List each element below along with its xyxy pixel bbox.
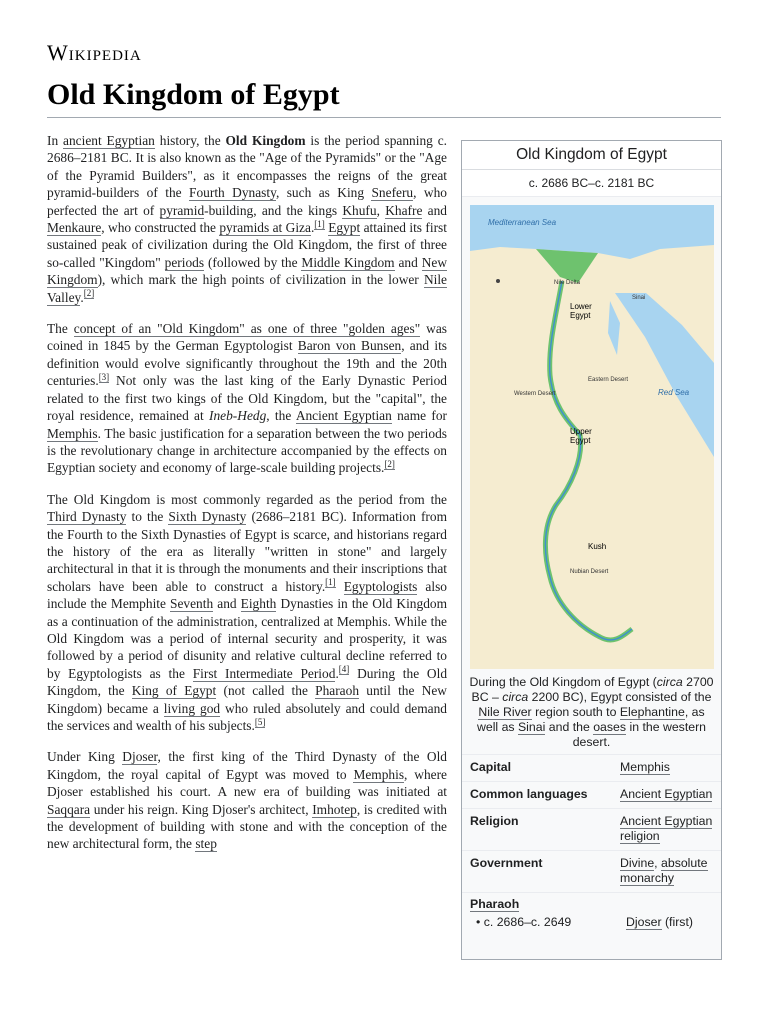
link-djoser[interactable]: Djoser (122, 749, 158, 765)
text: was coined in 1845 by the German Egyptologist (47, 321, 447, 354)
map-label-nubian-desert: Nubian Desert (570, 569, 609, 575)
link-ancient-egyptian-2[interactable]: Ancient Egyptian (295, 408, 392, 424)
infobox-row-capital (462, 754, 721, 781)
map-caption (462, 669, 721, 754)
italic-ineb-hedg: Ineb-Hedg (209, 408, 267, 424)
text: (first) (661, 915, 693, 929)
row-label: Government (470, 856, 543, 870)
text: (not called the (216, 683, 316, 699)
text: (followed by the (204, 254, 302, 270)
text: and (422, 202, 447, 218)
text: Not only was the last king of the Early Dynastic Period related to the first two kings of the Old Kingdom, but the "capital", the royal residence, remained at (47, 373, 447, 424)
paragraph-concept (47, 320, 447, 477)
link-pharaoh[interactable]: Pharaoh (315, 683, 360, 699)
link-middle-kingdom[interactable]: Middle Kingdom (301, 254, 395, 270)
link-fourth-dynasty[interactable]: Fourth Dynasty (189, 185, 276, 201)
infobox (461, 140, 722, 960)
citation-4[interactable]: [4] (338, 664, 350, 675)
text: Dynasties in the Old Kingdom as a continuation of the administration, centralized at Memphis. While the Old Kingdom was a period of internal security and prosperity, it was followed by a period of disunity and relative cultural decline referred to by Egyptologists as the (47, 596, 447, 681)
link-seventh[interactable]: Seventh (170, 596, 214, 612)
map-land (470, 205, 714, 669)
text: and the (545, 720, 594, 734)
text: , who perfected the art of (47, 185, 447, 218)
text: under his reign. King Djoser's architect, (90, 801, 313, 817)
link-new-kingdom[interactable]: New Kingdom (47, 254, 447, 288)
link-egyptian-religion[interactable]: Ancient Egyptian religion (620, 814, 713, 843)
map-label-sinai: Sinai (632, 295, 646, 301)
link-khafre[interactable]: Khafre (385, 202, 423, 218)
text: 2200 BC), Egypt consisted of the (528, 690, 712, 704)
infobox-row-languages (462, 781, 721, 808)
compass-icon (496, 279, 500, 283)
link-oases[interactable]: oases (593, 720, 627, 734)
map-label-lower-egypt-2: Egypt (570, 311, 591, 320)
text: region south to (531, 705, 620, 719)
citation-2b[interactable]: [2] (384, 458, 395, 469)
row-value (620, 787, 713, 802)
link-first-intermediate-period[interactable]: First Intermediate Period (192, 665, 336, 681)
text: attained its first sustained peak of civilization during the Old Kingdom, the first of three so-called "Kingdom" (47, 220, 447, 270)
text-italic: circa (656, 675, 683, 689)
link-nile-river[interactable]: Nile River (478, 705, 532, 719)
text: who ruled absolutely and could demand the services and wealth of his subjects. (47, 700, 447, 733)
text: , such as King (275, 185, 372, 201)
row-value (620, 814, 713, 844)
text: history, the (154, 133, 226, 148)
text: (2686–2181 BC). Information from the Fourth to the Sixth Dynasties of Egypt is scarce, and historians regard the history of the era as literally "written in stone" and largely architectural in that it is through the monuments and their inscriptions that scholars have been able to construct a history. (47, 509, 448, 594)
page-title: Old Kingdom of Egypt (47, 78, 340, 111)
map-label-nile-delta: Nile Delta (554, 280, 581, 286)
ruler-date: • c. 2686–c. 2649 (470, 915, 626, 929)
link-imhotep[interactable]: Imhotep (312, 801, 357, 817)
text: , as well as (476, 705, 705, 734)
link-ancient-egyptian-language[interactable]: Ancient Egyptian (620, 787, 713, 801)
link-egyptologists[interactable]: Egyptologists (343, 578, 418, 594)
infobox-section-pharaoh (462, 892, 721, 913)
row-label: Common languages (470, 787, 588, 801)
citation-1b[interactable]: [1] (325, 577, 336, 588)
citation-3[interactable]: [3] (98, 371, 110, 382)
link-pharaoh-header[interactable]: Pharaoh (470, 897, 520, 911)
ruler-name (626, 915, 693, 929)
text: The (47, 321, 74, 337)
map-label-eastern-desert: Eastern Desert (588, 377, 629, 383)
text: , and its definition would evolve significantly throughout the 19th and the 20th centuries. (47, 338, 447, 389)
text: and (394, 254, 422, 270)
map-label-red-sea: Red Sea (658, 388, 690, 397)
text: , who constructed the (101, 220, 220, 236)
paragraph-intro (47, 132, 447, 306)
link-sinai[interactable]: Sinai (517, 720, 546, 734)
text: is the period spanning c. 2686–2181 BC. It is also known as the "Age of the Pyramids" or the "Age of the Pyramid Builders", as it encompasses the reigns of the great pyramid-builders of the (47, 133, 447, 201)
link-king-of-egypt[interactable]: King of Egypt (131, 683, 217, 699)
row-value (620, 856, 713, 886)
text: The Old Kingdom is most commonly regarded as the period from the (47, 491, 447, 507)
text: until the New Kingdom) became a (47, 683, 447, 716)
text (336, 579, 344, 594)
infobox-row-pharaoh (462, 913, 721, 933)
link-pyramids-at-giza[interactable]: pyramids at Giza (219, 220, 311, 236)
text: ), which mark the high points of civilization in the lower (97, 272, 424, 288)
text: , the first king of the Third Dynasty of the Old Kingdom, the royal capital of Egypt was moved to (47, 749, 447, 782)
text: During the Old Kingdom of Egypt ( (469, 675, 657, 689)
link-memphis-2[interactable]: Memphis (353, 766, 405, 782)
map-label-upper-egypt-2: Egypt (570, 436, 591, 445)
link-memphis[interactable]: Memphis (47, 425, 98, 441)
map-label-upper-egypt: Upper (570, 427, 592, 436)
citation-2[interactable]: [2] (83, 288, 95, 299)
link-khufu[interactable]: Khufu (342, 202, 377, 218)
infobox-row-religion (462, 808, 721, 850)
link-elephantine[interactable]: Elephantine (619, 705, 685, 719)
text: to the (126, 509, 169, 525)
link-sixth-dynasty[interactable]: Sixth Dynasty (168, 509, 247, 525)
row-label: Capital (470, 760, 511, 774)
title-divider (47, 117, 721, 118)
link-capital-memphis[interactable]: Memphis (620, 760, 670, 774)
link-nile-valley[interactable]: Nile Valley (47, 272, 447, 305)
link-step[interactable]: step (195, 836, 217, 852)
text: . (335, 665, 339, 681)
text: in the western desert. (572, 720, 707, 749)
text: and (213, 596, 241, 612)
infobox-title: Old Kingdom of Egypt (462, 141, 721, 170)
text: , the (266, 408, 296, 424)
infobox-period: c. 2686 BC–c. 2181 BC (462, 170, 721, 197)
text: -building, and the kings (204, 202, 343, 218)
bold-old-kingdom: Old Kingdom (225, 133, 306, 148)
link-djoser-ruler[interactable]: Djoser (626, 915, 662, 929)
map-old-kingdom[interactable] (470, 205, 714, 669)
link-baron-von-bunsen[interactable]: Baron von Bunsen (297, 338, 402, 354)
text: . The basic justification for a separation between the two periods is the revolutionary change in architecture accompanied by the effects on Egyptian society and economy of large-scale building projects. (47, 425, 447, 476)
text: name for (391, 408, 447, 424)
link-divine[interactable]: Divine (620, 856, 655, 870)
article-body (47, 132, 447, 867)
text: , (654, 856, 662, 870)
link-sneferu[interactable]: Sneferu (371, 185, 414, 201)
text-italic: circa (502, 690, 529, 704)
link-third-dynasty[interactable]: Third Dynasty (47, 509, 127, 525)
text: , is credited with the development of building with stone and with the conception of the new architectural form, the (47, 801, 448, 852)
map-svg (470, 205, 714, 669)
link-saqqara[interactable]: Saqqara (47, 801, 91, 817)
row-label: Religion (470, 814, 519, 828)
text: 2700 BC – (471, 675, 714, 704)
text: . (80, 289, 84, 305)
text: During the Old Kingdom, the (47, 665, 448, 699)
link-periods[interactable]: periods (164, 254, 205, 270)
citation-1[interactable]: [1] (314, 218, 325, 229)
link-concept-old-kingdom[interactable]: concept of an "Old Kingdom" as one of three "golden ages" (73, 321, 421, 337)
link-living-god[interactable]: living god (163, 700, 221, 716)
paragraph-dynasties (47, 491, 447, 735)
text: In (47, 133, 64, 148)
map-label-kush: Kush (588, 542, 607, 551)
infobox-row-government (462, 850, 721, 892)
wikipedia-logo[interactable]: Wikipedia (47, 40, 142, 65)
text: . (310, 220, 315, 236)
text: , where Djoser established his court. A new era of building was initiated at (47, 766, 447, 800)
text: Under King (47, 749, 123, 765)
link-pyramid[interactable]: pyramid (159, 202, 205, 218)
citation-5[interactable]: [5] (254, 716, 266, 727)
text: , (376, 202, 386, 218)
text: also include the Memphite (47, 578, 447, 612)
map-label-mediterranean: Mediterranean Sea (488, 218, 557, 227)
map-label-lower-egypt: Lower (570, 302, 592, 311)
link-ancient-egyptian[interactable]: ancient Egyptian (63, 133, 155, 148)
link-absolute-monarchy[interactable]: absolute monarchy (620, 856, 708, 885)
row-value (620, 760, 713, 775)
link-menkaure[interactable]: Menkaure (47, 220, 102, 236)
link-eighth[interactable]: Eighth (240, 596, 277, 612)
paragraph-djoser (47, 748, 447, 852)
link-egypt[interactable]: Egypt (328, 220, 361, 236)
map-label-western-desert: Western Desert (514, 391, 556, 397)
